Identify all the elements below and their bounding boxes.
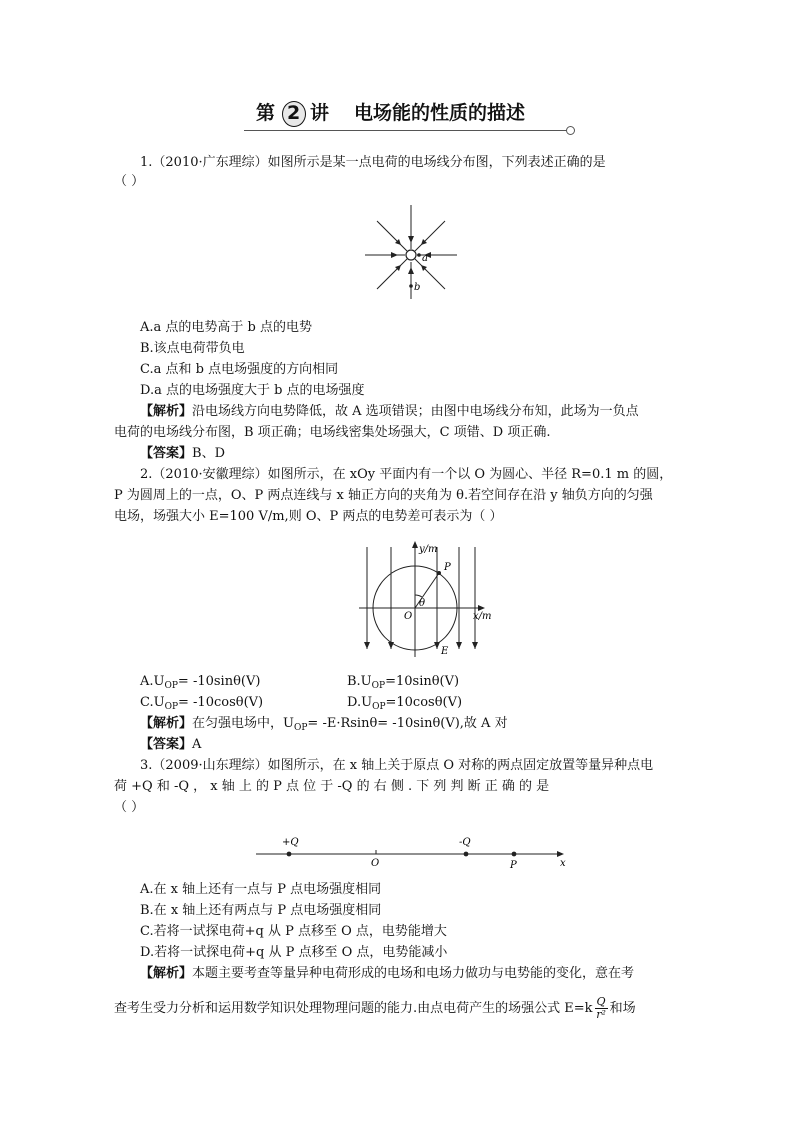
- q3-analysis-line2: 查考生受力分析和运用数学知识处理物理问题的能力.由点电荷产生的场强公式 E=k $\frac{Q}{\text{r²}}$ 和场: [114, 995, 636, 1021]
- q1-field-line-figure: [345, 203, 475, 303]
- q1-answer: [140, 445, 225, 463]
- q2-stem-line3: 电场，场强大小 E=100 V/m,则 O、P 两点的电势差可表示为（ ）: [114, 509, 503, 524]
- q1-label-b: b: [414, 282, 421, 293]
- q3-option-d: D.若将一试探电荷+q 从 P 点移至 O 点，电势能减小: [140, 945, 448, 960]
- q2-o-label: O: [404, 611, 413, 622]
- q1-point-charge: [406, 250, 416, 260]
- q2-option-d: $D.U_{OP}=10\cos\theta(V)$: [347, 695, 463, 712]
- q2-x-label: x/m: [473, 611, 492, 622]
- q2-stem-line1: 2.（2010·安徽理综）如图所示，在 xOy 平面内有一个以 O 为圆心、半径 R=0.1 m 的圆，: [140, 467, 673, 482]
- q1-analysis-text1: 沿电场线方向电势降低，故 A 选项错误；由图中电场线分布知，此场为一负点: [192, 404, 639, 419]
- q2-option-c: $C.U_{OP}= -10\cos\theta(V)$: [140, 695, 264, 712]
- q3-minus-q-label: -Q: [459, 837, 471, 848]
- q3-option-b: B.在 x 轴上还有两点与 P 点电场强度相同: [140, 903, 382, 918]
- q2-option-b: $B.U_{OP}=10\sin\theta(V)$: [347, 674, 460, 691]
- q2-circle-field-figure: [355, 537, 495, 661]
- q3-stem-line3: （ ）: [114, 800, 145, 815]
- q1-label-a: a: [422, 253, 428, 264]
- q2-e-label: E: [441, 646, 449, 657]
- q2-analysis: 【解析】在匀强电场中，$U_{OP}= -E\cdot Rsin\theta= -10\sin\theta(V)$,故 A 对: [140, 716, 508, 733]
- q3-analysis-line1: 【解析】本题主要考查等量异种电荷形成的电场和电场力做功与电势能的变化，意在考: [140, 966, 635, 981]
- title-main: 电场能的性质的描述: [354, 102, 526, 124]
- q3-stem-line2: 荷 +Q 和 -Q ， x 轴 上 的 P 点 位 于 -Q 的 右 侧 . 下 列 判 断 正 确 的 是: [114, 779, 550, 794]
- q2-stem-line2: P 为圆周上的一点，O、P 两点连线与 x 轴正方向的夹角为 θ.若空间存在沿 y 轴负方向的匀强: [114, 488, 653, 503]
- q2-analysis-tag: 【解析】: [140, 716, 193, 731]
- q2-point-p: [437, 571, 441, 575]
- q1-analysis-line1: [140, 403, 639, 421]
- q1-analysis-tag: 【解析】: [140, 404, 193, 419]
- q1-option-d: D.a 点的电场强度大于 b 点的电场强度: [140, 383, 365, 398]
- q2-y-label: y/m: [419, 544, 438, 555]
- q3-plus-q-charge: [287, 852, 292, 857]
- title-end-dot: [566, 126, 575, 135]
- q3-axis-figure: [252, 832, 577, 872]
- q3-formula-fraction: $\frac{Q}{\text{r²}}$: [596, 995, 606, 1021]
- q1-answer-tag: 【答案】: [140, 446, 193, 461]
- lecture-title: [244, 98, 574, 134]
- q2-p-label: P: [444, 562, 451, 573]
- q2-option-a: $A.U_{OP}= -10\sin\theta(V)$: [140, 674, 261, 691]
- q1-stem-line1: 1.（2010·广东理综）如图所示是某一点电荷的电场线分布图，下列表述正确的是: [140, 155, 606, 170]
- q3-stem-line1: 3.（2009·山东理综）如图所示，在 x 轴上关于原点 O 对称的两点固定放置等量异种点电: [140, 758, 654, 773]
- q3-plus-q-label: +Q: [282, 837, 299, 848]
- q3-minus-q-charge: [464, 852, 469, 857]
- q3-option-a: A.在 x 轴上还有一点与 P 点电场强度相同: [140, 882, 382, 897]
- q1-stem-line2: （ ）: [114, 174, 145, 189]
- q3-p-label: P: [510, 860, 517, 871]
- title-underline: [244, 130, 569, 131]
- title-suffix: 讲: [310, 102, 330, 124]
- q2-theta-label: θ: [419, 598, 426, 609]
- q3-point-p: [512, 852, 517, 857]
- q2-answer: [140, 736, 201, 754]
- title-number: 2: [287, 102, 301, 124]
- q1-option-a: A.a 点的电势高于 b 点的电势: [140, 320, 312, 335]
- q1-answer-value: B、D: [192, 446, 225, 461]
- q2-answer-value: A: [192, 737, 202, 752]
- q2-answer-tag: 【答案】: [140, 737, 193, 752]
- q1-analysis-line2: 电荷的电场线分布图，B 项正确；电场线密集处场强大，C 项错、D 项正确.: [114, 425, 551, 440]
- q3-x-label: x: [560, 858, 566, 869]
- q3-analysis-tag: 【解析】: [140, 966, 193, 981]
- title-prefix: 第: [256, 102, 276, 124]
- q1-option-c: C.a 点和 b 点电场强度的方向相同: [140, 362, 339, 377]
- q3-o-label: O: [371, 858, 380, 869]
- q1-option-b: B.该点电荷带负电: [140, 341, 245, 356]
- q3-option-c: C.若将一试探电荷+q 从 P 点移至 O 点，电势能增大: [140, 924, 447, 939]
